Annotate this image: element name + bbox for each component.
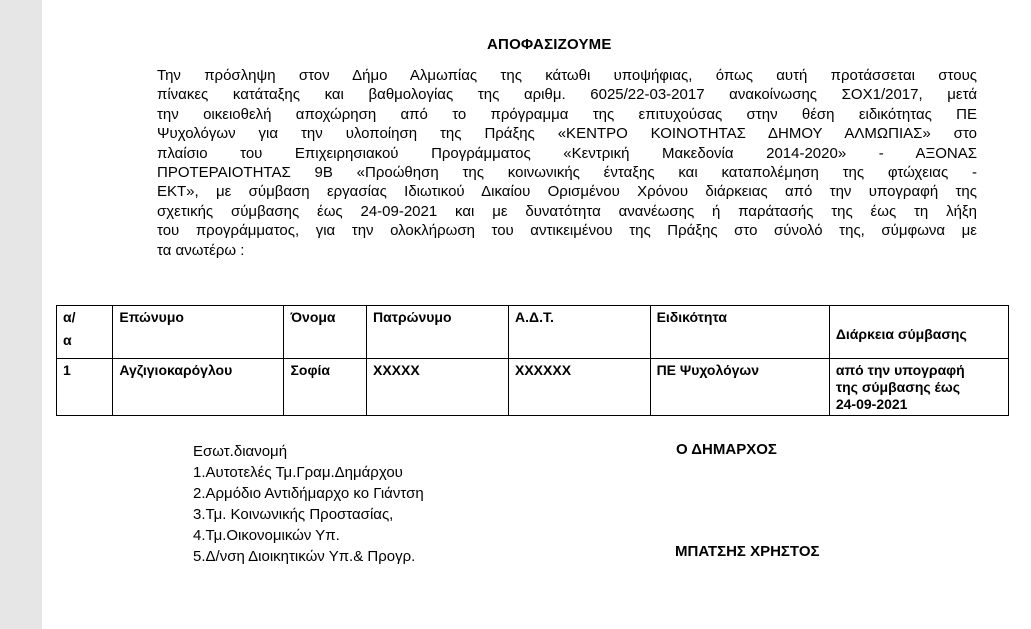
- decision-paragraph: [157, 66, 977, 260]
- decision-heading: ΑΠΟΦΑΣΙΖΟΥΜΕ: [487, 36, 612, 53]
- cell-duration: από την υπογραφή της σύμβασης έως 24-09-2021: [829, 359, 1008, 416]
- cell-number: 1: [57, 359, 113, 416]
- table-row: [57, 359, 1009, 416]
- cell-father-name: ΧΧΧΧΧ: [367, 359, 509, 416]
- candidate-table: [56, 305, 1009, 416]
- paragraph-line: Ψυχολόγων για την υλοποίηση της Πράξης «ΚΕΝΤΡΟ ΚΟΙΝΟΤΗΤΑΣ ΔΗΜΟΥ ΑΛΜΩΠΙΑΣ» στο: [157, 125, 977, 143]
- distribution-item: 2.Αρμόδιο Αντιδήμαρχο κο Γιάντση: [193, 485, 424, 502]
- header-id-card: Α.Δ.Τ.: [509, 306, 651, 359]
- header-duration: Διάρκεια σύμβασης: [829, 306, 1008, 359]
- paragraph-line: πίνακες κατάταξης και βαθμολογίας της αριθμ. 6025/22-03-2017 ανακοίνωσης ΣΟΧ1/2017, μετά: [157, 86, 977, 104]
- paragraph-line: τα ανωτέρω :: [157, 241, 245, 259]
- header-name: Όνομα: [284, 306, 367, 359]
- header-surname: Επώνυμο: [113, 306, 284, 359]
- header-father-name: Πατρώνυμο: [367, 306, 509, 359]
- distribution-item: 5.Δ/νση Διοικητικών Υπ.& Προγρ.: [193, 548, 416, 565]
- header-number: α/ α: [57, 306, 113, 359]
- signatory-name: ΜΠΑΤΣΗΣ ΧΡΗΣΤΟΣ: [675, 543, 820, 560]
- distribution-title: Εσωτ.διανομή: [193, 443, 288, 460]
- cell-id-card: ΧΧΧΧΧΧ: [509, 359, 651, 416]
- paragraph-line: την οικειοθελή αποχώρηση από το πρόγραμμα της επιτυχούσας στην θέση ειδικότητας ΠΕ: [157, 105, 977, 123]
- cell-specialty: ΠΕ Ψυχολόγων: [650, 359, 829, 416]
- paragraph-line: ΠΡΟΤΕΡΑΙΟΤΗΤΑΣ 9Β «Προώθηση της κοινωνικής ένταξης και καταπολέμηση της φτώχειας -: [157, 163, 977, 181]
- paragraph-line: πλαίσιο του Επιχειρησιακού Προγράμματος «Κεντρική Μακεδονία 2014-2020» - ΑΞΟΝΑΣ: [157, 144, 977, 162]
- paragraph-line: σχετικής σύμβασης έως 24-09-2021 και με δυνατότητα ανανέωσης ή παράτασής της έως τη λήξη: [157, 202, 977, 220]
- paragraph-line: του προγράμματος, για την ολοκλήρωση του αντικειμένου της Πράξης στο σύνολό της, σύμφωνα με: [157, 222, 977, 240]
- signatory-title: Ο ΔΗΜΑΡΧΟΣ: [676, 441, 777, 458]
- header-specialty: Ειδικότητα: [650, 306, 829, 359]
- distribution-item: 1.Αυτοτελές Τμ.Γραμ.Δημάρχου: [193, 464, 403, 481]
- table-header-row: [57, 306, 1009, 359]
- cell-name: Σοφία: [284, 359, 367, 416]
- paragraph-line: Την πρόσληψη στον Δήμο Αλμωπίας της κάτωθι υποψήφιας, όπως αυτή προτάσσεται στους: [157, 67, 977, 84]
- internal-distribution: [193, 441, 424, 567]
- distribution-item: 3.Τμ. Κοινωνικής Προστασίας,: [193, 506, 394, 523]
- cell-surname: Αγζιγιοκαρόγλου: [113, 359, 284, 416]
- distribution-item: 4.Τμ.Οικονομικών Υπ.: [193, 527, 340, 544]
- paragraph-line: ΕΚΤ», με σύμβαση εργασίας Ιδιωτικού Δικαίου Ορισμένου Χρόνου διάρκειας από την υπογραφή της: [157, 183, 977, 201]
